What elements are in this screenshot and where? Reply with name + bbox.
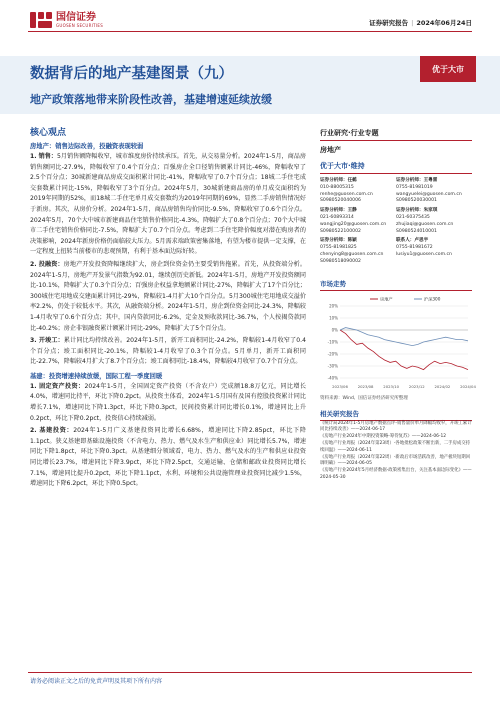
rating-line: 优于大市·维持 [320, 161, 472, 174]
industry-label: 行业研究·行业专题 [320, 128, 472, 141]
x-tick-label: 2023/08 [357, 383, 374, 389]
construction-paragraph: 3. 开竣工：累计同比均持续改善。2024年1-5月，新开工面积同比-24.2%，降幅较1-4月收窄了0.4个百分点；竣工面积同比-20.1%，降幅较1-4月收窄了0.3个百分点。5月单月，新开工面积同比-22.7%，降幅较4月扩大了8.7个百分点；竣工面积同比-18.4%，降幅较4月收窄了0.7个百分点。 [30, 337, 306, 366]
footer-divider [28, 672, 472, 673]
related-report-link[interactable]: 《房地产行业周报（2024年第23周）-各地批松政策不断出新，二手房成交持续回温》——2024-06-11 [320, 440, 471, 453]
sales-paragraph: 1. 销售：5月销售额降幅收窄，城市维度房价持续承压。首先，从交易量分析。2024年1-5月，商品房销售额同比-27.9%，降幅收窄了0.4个百分点；百强房企全口径销售额累计同比-46%，降幅收窄了2.5个百分点；30城新建商品房成交面积累计同比-41%，降幅收窄了0.7个百分点；18城二手住宅成交套数累计同比-15%，降幅收窄了3个百分点。2024年5月，30城新建商品房的单月成交面积约为2019年同期的52%，而18城二手住宅单月成交套数约为2019年同期的69%，显然二手房销售情况好于新房。其次，从房价分析。2024年1-5月，商品房销售均价同比-9.5%，降幅收窄了0.6个百分点。2024年5月，70个大中城市新建商品住宅销售价格同比-4.3%，降幅扩大了0.8个百分点；70个大中城市二手住宅销售价格同比-7.5%，降幅扩大了0.7个百分点。考虑到二手住宅降价幅度对潜在购房者的决策影响，2024年新房价格仍面临较大压力。5月需求端政策密集落地，有望为楼市提供一定支撑，在一定程度上扭转当前楼市的悲观预期，有利于基本面边际好转。 [30, 153, 306, 256]
y-tick-label: -10% [327, 339, 338, 345]
x-tick-label: 2023/10 [383, 383, 400, 389]
guosen-logo-icon [30, 12, 52, 28]
analyst-card: 证券分析师：王静 021-60893314 wangjing20@guosen.com.cn S0980522100002 [320, 208, 387, 234]
series-line-csi300 [340, 327, 468, 345]
footer-disclaimer: 请务必阅读正文之后的免责声明及其项下所有内容 [30, 678, 163, 685]
y-tick-label: 20% [329, 303, 338, 309]
series-line-real-estate [340, 330, 468, 370]
market-trend-heading: 市场走势 [320, 279, 472, 291]
analyst-card: 证券分析师：陈颖 0755-81981825 chenying8@guosen.com.cn S0980518090002 [320, 238, 384, 264]
analyst-card: 证券分析师：任鹤 010-88005315 renhe@guosen.com.cn S0980520040006 [320, 178, 373, 204]
investment-paragraph: 2. 投融资：房地产开发投资降幅继续扩大，房企到位资金仍主要受销售拖累。首先，从投资端分析。2024年1-5月，房地产开发景气指数为92.01，继续创历史新低。2024年1-5月，房地产开发投资额同比-10.1%，降幅扩大了0.3个百分点；百强房企权益拿地额累计同比-27%，降幅扩大了17个百分比；300城住宅用地成交建面累计同比-29%，降幅较1-4月扩大10个百分点。5月300城住宅用地成交溢价率2.2%，仍处于较低水平。其次，从融资端分析。2024年1-5月，房企到位资金同比-24.3%，降幅较1-4月收窄了0.6个百分点；其中，国内贷款同比-6.2%，定金及预收款同比-36.7%，个人按揭贷款同比-40.2%；房企非银融资累计额累计同比-29%，降幅扩大了5个百分点。 [30, 260, 306, 332]
x-tick-label: 2024/04 [460, 383, 476, 389]
logo-cn-text: 国信证券 [56, 12, 96, 23]
guosen-logo [30, 12, 103, 28]
rating-badge: 优于大市 [420, 56, 476, 82]
logo-en-text: GUOSEN SECURITIES [56, 23, 104, 28]
related-report-link[interactable]: 《统计局2024年1-5月房地产数据点评-销售量价单月降幅均收窄，开竣工累计同比持续改善》——2024-06-17 [320, 420, 472, 433]
infra-investment-paragraph: 2. 基建投资：2024年1-5月广义基建投资同比增长6.68%，增速同比下降2.85pct，环比下降1.1pct。狭义基建即基础设施投资（不含电力、热力、燃气及水生产和供应业）同比增长5.7%，增速同比下降1.8pct，环比下降0.3pct。从基建细分领域看，电力、热力、燃气及水的生产和供应业投资同比增长23.7%，增速同比下降3.9pct，环比下降2.5pct，交通运输、仓储和邮政业投资同比增长7.1%，增速同比提升0.2pct，环比下降1.1pct，水利、环境和公共设施管理业投资同比减少1.5%，增速同比下降6.2pct，环比下降0.5pct。 [30, 427, 306, 488]
legend-label: 沪深300 [424, 296, 441, 302]
header-meta [369, 18, 472, 27]
report-type: 证券研究报告 [369, 19, 409, 27]
analyst-card: 证券分析师：王粤雷 0755-81981019 wangyuelei@guosen.com.cn S0980520030001 [396, 178, 462, 204]
y-tick-label: 10% [329, 315, 338, 321]
core-view-column [30, 125, 306, 492]
real-estate-subheading: 房地产：销售边际改善，投融资表现较弱 [30, 143, 144, 150]
x-tick-label: 2023/12 [408, 383, 425, 389]
related-report-link[interactable]: 《房地产行业2024年5月经济数据-政策密集出台，关注基本面边际变化》——2024-05-30 [320, 468, 472, 480]
y-tick-label: -40% [327, 375, 338, 381]
y-tick-label: -30% [327, 363, 338, 369]
sidebar-column [320, 128, 476, 482]
related-reports-list [320, 421, 472, 482]
chart-source-note: 资料来源：Wind、国信证券经济研究所整理 [320, 395, 408, 401]
header-divider [28, 31, 472, 32]
legend-label: 房地产 [380, 296, 393, 302]
analyst-card: 联系人：卢思宇 0755-81981672 lusiyu1@guosen.com.cn [396, 238, 452, 257]
core-view-heading: 核心观点 [30, 128, 67, 138]
related-reports-heading: 相关研究报告 [320, 409, 472, 421]
market-trend-chart [320, 294, 476, 392]
infrastructure-subheading: 基建：投资增速持续放缓，国际工程一季度回暖 [30, 372, 163, 380]
report-date: 2024年06月24日 [416, 19, 472, 27]
market-trend-svg [320, 294, 476, 392]
related-report-link[interactable]: 《房地产行业周报（2024年第22周）-新政后市场活跃改善，地产板块短期回调明确》——2024-06-05 [320, 454, 471, 467]
page-header [0, 0, 500, 40]
analyst-list [320, 178, 472, 269]
sector-label: 房地产 [320, 146, 341, 154]
x-tick-label: 2024/02 [434, 383, 451, 389]
related-report-link[interactable]: 《房地产行业2024年中期投资策略-筹待复苏》——2024-06-12 [320, 434, 447, 440]
report-subtitle: 地产政策落地带来阶段性改善，基建增速延续放缓 [30, 93, 272, 106]
x-tick-label: 2023/06 [332, 383, 348, 389]
header-separator: | [411, 19, 414, 27]
y-tick-label: -20% [327, 351, 338, 357]
report-title: 数据背后的地产基建图景（九） [30, 66, 233, 82]
y-tick-label: 0% [331, 327, 338, 333]
fixed-asset-paragraph: 1. 固定资产投资：2024年1-5月，全国固定资产投资（不含农户）完成额18.8万亿元，同比增长4.0%，增速同比持平，环比下降0.2pct。从投资主体看，2024年1-5月国有及国有控股投资累计同比增长7.1%，增速同比下降1.3pct，环比下降0.3pct，民间投资累计同比增长0.1%，增速同比上升0.2pct，环比下降0.2pct，投资信心持续减弱。 [30, 382, 306, 422]
analyst-card: 证券分析师：朱家琪 021-60375435 zhujiaqi@guosen.com.cn S0980524010001 [396, 208, 454, 234]
